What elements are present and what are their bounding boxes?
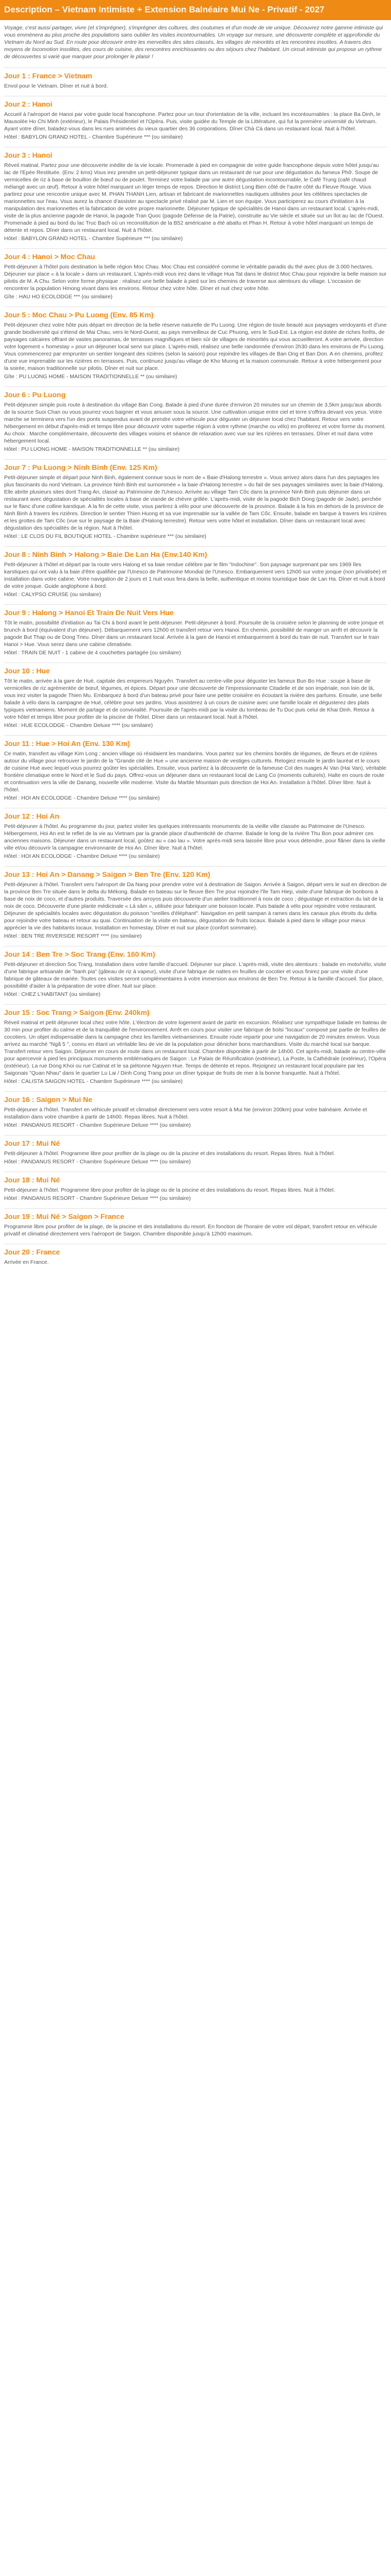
day-description: Tôt le matin, possibilité d'initiation au Tai Chi à bord avant le petit-déjeuner. Petit-déjeuner à bord. Poursuite de la croisière selon le planning de votre jonque et brunch à bord (équivalent d'un déjeuner). Débarquement vers 12h00 et transfert retour vers Hanoi. En chemin, possibilité de manger un arrêt et découvrir la pagode But Thap ou de Dong Trieu. Dîner dans un restaurant local. Arrivée à la gare de Hanoi et embarquement à bord du train de nuit. Transfert sur le train Hanoi > Hue. Vous serez dans une cabine climatisée.	[4, 620, 384, 648]
day-description: Petit-déjeuner à l'hôtel. Transfert en véhicule privatif et climatisé directement vers votre resort à Mui Ne (environ 200km) pour votre balnéaire. Arrivée et installation dans votre chambre à partir de 14h00. Repas libres. Nuit à l'hôtel.	[4, 1107, 367, 1120]
itinerary-day	[4, 1004, 387, 1085]
itinerary-day	[4, 1091, 387, 1129]
intro-paragraph: Voyage, c'est aussi partager, vivre (et s'imprégner), s'imprégner des cultures, des coutumes et d'un mode de vie unique. Découvrez notre gamme intimiste qui vous emmènera au plus proche des populations sans oublier les visites incontournables. Un voyage sur mesure, une découverte complète et approfondie du Vietnam du Nord au Sud. En route pour découvrir entre les merveilles des sites classés, les villages de minorités et les rencontres insolites. A travers des moyens de locomotion insolites, des cours de cuisine, des rencontres enrichissantes ou des séjours chez l'habitant. Un circuit intimiste qui propose un rythme de découvertes si varié que marquer pour prolonger le plaisir !	[4, 25, 383, 60]
day-title: Jour 5 : Moc Chau > Pu Luong (Env. 85 Km)	[4, 311, 154, 319]
day-accommodation: Hôtel : CALISTA SAIGON HOTEL - Chambre Supérieure **** (ou similaire)	[4, 1078, 183, 1084]
day-title: Jour 17 : Mui Né	[4, 1139, 60, 1147]
day-description: Petit-déjeuner à l'hôtel. Transfert vers l'aéroport de Da Nang pour prendre votre vol à destination de Saigon. Arrivée à Saigon, départ vers le sud en direction de la province Ben Tre située dans le delta du Mékong. Balade en bateau sur le fleuve Ben Tre pour rejoindre l'île Tam Hiep, visite d'une fabrique de bonbons à base de noix de coco, et d'autres produits. Traversée des arroyos puis découverte d'un atelier traditionnel à noix de coco ; dégustage et extraction du lait de la noix de coco. Découverte d'une plante médicinale « Lá sâm », utilisée pour fabriquer une boisson locale. Puis balade à vélo pour rejoindre votre restaurant. Déjeuner de spécialités locales avec dégustation du poisson "oreilles d'éléphant". Navigation en petit sampan à rames dans les canaux plus étroits du delta pour rejoindre votre bateau et retour au quai. Continuation de la visite en bateau, dégustation de fruits locaux. Balade à pied dans le village pour mieux apprécier la vie des habitants locaux. Installation en homestay. Dîner et nuit sur place (confort sommaire).	[4, 882, 387, 931]
day-title: Jour 13 : Hoi An > Danang > Saigon > Ben Tre (Env. 120 Km)	[4, 870, 210, 878]
itinerary-day	[4, 1135, 387, 1165]
itinerary-day	[4, 1208, 387, 1238]
day-description: Petit-déjeuner et direction Soc Trang. Installation dans votre famille d'accueil. Déjeuner sur place. L'après-midi, visite des alentours : balade en moto/vélo, visite d'une fabrique artisanale de "banh pia" (gâteau de riz à vapeur), visite d'une fabrique de nattes en feuilles de cocotier et vous finirez par une visite d'une fabrique de gâteaux de mariée. Toutes ces visites seront complémentaires à votre immersion aux environs de Ben Tre. Retour à la famille d'accueil. Sur place, possibilité d'aider à la préparation de votre dîner. Nuit sur place.	[4, 961, 386, 989]
day-description: Accueil à l'aéroport de Hanoi par votre guide local francophone. Partez pour un tour d'orientation de la ville, incluant les incontournables : la place Ba Dinh, le Mausolée Ho Chi Minh (extérieur), le Palais Présidentiel et l'Opéra. Puis, visite guidée du Temple de la Littérature, qui fut la première université du Vietnam. Ayant votre dîner, baladez-vous dans les rues animées du vieux quartier des 36 corporations. Dîner Chà Cá dans un restaurant local. Nuit à l'hôtel.	[4, 111, 381, 132]
day-description: Programme libre pour profiter de la plage, de la piscine et des installations du resort. En fonction de l'horaire de votre vol départ, transfert retour en véhicule privatif et climatisé directement vers l'aéroport de Saigon. Chambre disponible jusqu'à 12h00 maximum.	[4, 1224, 377, 1237]
day-description: Petit-déjeuner simple et départ pour Ninh Binh, également connue sous le nom de « Baie d'Halong terrestre ». Vous arrivez alors dans l'un des paysages les plus fascinants du nord Vietnam. La province Ninh Binh est surnommée « la baie d'Halong terrestre » du fait de ses paysages similaires avec la baie d'Halong. Elle abrite plusieurs sites dont Trang An, classé au Patrimoine de l'Unesco. Arrivée au village Tam Côc dans la province Ninh Binh puis déjeuner dans un restaurant avec dégustation de spécialités locales à base de viande de chèvre grillée. L'après-midi, visite de la pagode Bich Dong (pagode de Jade), perchée sur le flanc d'une colline karstique. A la fin de cette visite, vous partirez à vélo pour une découverte de la province. Balade à la fois en dehors de la province de Ninh Binh à travers les rizières. Direction le sentier Thien Huong et sa vue imprenable sur la vallée de Tam Cốc. Ensuite, balade en barque à travers les rizières et les grottes de Tam Côc (vue sur le paysage de la Baie d'Halong terrestre). Retour vers votre hôtel et installation. Dîner dans un restaurant local avec dégustation des spécialités de la région. Nuit à l'hôtel.	[4, 474, 387, 531]
day-title: Jour 12 : Hoi An	[4, 812, 59, 820]
day-accommodation: Hôtel : PANDANUS RESORT - Chambre Supérieure Deluxe **** (ou similaire)	[4, 1195, 191, 1201]
day-accommodation: Hôtel : HUE ECOLODGE - Chambre Deluxe **** (ou similaire)	[4, 722, 153, 728]
itinerary-day	[4, 1244, 387, 1266]
page-header	[0, 0, 391, 20]
itinerary-day	[4, 946, 387, 998]
day-accommodation: Hôtel : PANDANUS RESORT - Chambre Supérieure Deluxe **** (ou similaire)	[4, 1159, 191, 1165]
itinerary-day	[4, 459, 387, 540]
itinerary-day	[4, 808, 387, 860]
day-title: Jour 2 : Hanoi	[4, 100, 53, 108]
day-accommodation: Gîte : HAU HO ECOLODGE *** (ou similaire)	[4, 294, 113, 300]
day-description: Petit-déjeuner à l'hôtel. Programme libre pour profiter de la plage ou de la piscine et des installations du resort. Repas libres. Nuit à l'hôtel.	[4, 1150, 335, 1157]
day-accommodation: Hôtel : BABYLON GRAND HOTEL - Chambre Supérieure *** (ou similaire)	[4, 235, 183, 242]
day-accommodation: Hôtel : HOI AN ECOLODGE - Chambre Deluxe **** (ou similaire)	[4, 795, 160, 801]
itinerary-day	[4, 1172, 387, 1202]
day-accommodation: Hôtel : CALYPSO CRUISE (ou similaire)	[4, 591, 101, 598]
day-title: Jour 20 : France	[4, 1248, 60, 1256]
day-title: Jour 10 : Hue	[4, 667, 50, 675]
day-accommodation: Hôtel : BEN TRE RIVERSIDE RESORT **** (ou similaire)	[4, 933, 142, 939]
day-description: Petit-déjeuner à l'hôtel puis destination la belle région Moc Chau. Moc Chau est considéré comme le véritable paradis du thé avec plus de 3.000 hectares. Déjeuner sur place « à la locale » dans un restaurant. L'après-midi vous irez dans le village Hua Tat dans le district Moc Chau pour rejoindre la belle maison sur pilotis de M. A Chu. Selon votre forme physique : réalisez une belle balade à pied sur les chemins de traverse aux alentours du village. L'occasion de rencontrer la population Hmong vivant dans les environs. Retour chez votre hôte. Dîner et nuit chez votre hôte.	[4, 264, 387, 292]
day-title: Jour 11 : Hue > Hoi An (Env. 130 Km)	[4, 739, 130, 748]
itinerary-list	[0, 67, 391, 1266]
intro-section	[0, 20, 391, 65]
day-title: Jour 1 : France > Vietnam	[4, 72, 92, 80]
day-accommodation: Hôtel : LE CLOS DU FIL BOUTIQUE HOTEL - Chambre supérieure *** (ou similaire)	[4, 533, 206, 539]
day-description: Réveil matinal. Partez pour une découverte inédite de la vie locale. Promenade à pied en compagnie de votre guide francophone depuis votre hôtel jusqu'au lac de l'Epée Restituée. (Env. 2 kms) Vous irez prendre un petit-déjeuner typique dans un restaurant de rue pour une dégustation du fameux Phở. Soupe de vermicelles de riz à base de bouillon de bœuf ou de poulet. Terminez votre balade par une autre dégustation incontournable, le Café Trung (café chaud mélangé avec un œuf). Retour à votre hôtel marquant un léger temps de repos. Direction le district Long Bien côté de l'autre côté du Fleuve Rouge. Vous partirez pour une rencontre unique avec M. PHAN THANH Lien, artisan et fabricant de marionnettes nautiques utilisées pour les célèbres spectacles de marionnettes sur l'eau. Vous aurez la chance d'assister au spectacle privé réalisé par M. Lien et son équipe. Vous participerez au cours d'initiation à la manipulation des marionnettes et la fabrication de votre propre marionnette. Déjeuner typique de spécialités de Hanoi dans un restaurant local. L'après-midi, visite de la plus ancienne pagode de Hanoi, la pagode Tran Quoc (pagode Défense de la Patrie), construite au Vie siècle et située sur un îlot au lac de l'Ouest. Promenade à pied au bord du lac Truc Bach où un reconstitution de la B52 américaine a été abattu et Phan H. Retour à votre hôtel marquant un temps de détente et repos. Dîner dans un restaurant local. Nuit à l'hôtel.	[4, 162, 384, 233]
day-accommodation: Hôtel : HOI AN ECOLODGE - Chambre Deluxe **** (ou similaire)	[4, 853, 160, 859]
day-accommodation: Hôtel : CHEZ L'HABITANT (ou similaire)	[4, 991, 101, 997]
page	[0, 0, 391, 1266]
day-title: Jour 16 : Saigon > Mui Ne	[4, 1095, 92, 1104]
day-title: Jour 19 : Mui Né > Saigon > France	[4, 1212, 124, 1221]
itinerary-day	[4, 147, 387, 242]
day-title: Jour 9 : Halong > Hanoi Et Train De Nuit Vers Hue	[4, 608, 174, 617]
day-accommodation: Gîte : PU LUONG HOME - MAISON TRADITIONNELLE ** (ou similaire)	[4, 374, 177, 380]
day-description: Petit-déjeuner simple puis route à destination du village Ban Cong. Balade à pied d'une durée d'environ 20 minutes sur un chemin de 3,5km jusqu'aux abords de la source Suoi Chan ou vous pourrez vous baigner et vous amuser sous la source. Une cultivation unique entre ciel et terre s'offrira devant vos yeux. Votre marche se terminera vers l'un des ponts suspendus avant de prendre votre véhicule pour déguster un déjeuner local chez l'habitant. Retour vers votre hébergement en début d'après-midi et temps libre pour découvrir votre superbe région à votre rythme (marche ou vélo) en profiterez et votre forme du moment. Au choix : Marche complémentaire, découverte des villages voisins et séance de relaxation avec vue sur les rizières en terrasses. Dîner et nuit dans votre hébergement local.	[4, 402, 386, 444]
day-accommodation: Hôtel : PANDANUS RESORT - Chambre Supérieure Deluxe **** (ou similaire)	[4, 1122, 191, 1128]
page-title: Description – Vietnam Intimiste + Extension Balnéaire Mui Ne - Privatif - 2027	[4, 5, 324, 14]
day-description: Réveil matinal et petit déjeuner local chez votre hôte. L'électron de votre logement avant de partir en excursion. Réalisez une sympathique balade en bateau de 30 min pour profiter du calme et de la tranquillité de l'environnement. Arrêt en cours pour visiter une fabrique de bolsi "locaux" composé par partie de feuilles de cocotiers. Un objet indispensable dans la campagne chez les familles vietnamiennes. Ensuite route repartir pour une navigation de 20 minutes environ. Vous arrivez au marché "Ngã 5 ", connu en étant un véritable lieu de vie de la population pour dénicher bons marchandises. Visite du marché local sur barque. Transfert retour vers Saigon. Déjeuner en cours de route dans un restaurant local. Chambre disponible à partir de 14h00. Cet après-midi, balade au centre-ville pour apercevoir à pied les principaux monuments emblématiques de Saigon : Le Palais de Réunification (extérieur), La Poste, la Cathédrale (extérieur), l'Opéra (extérieur). La rue Dong Khoi ou rue Catinat et le sa piétonne Nguyen Hue. Temps de détente et repos. Rejoignez un restaurant local populaire par les Saigonais "Quan Nhau" dans le quartier Lu Lai / Dinh Cong Trang pour un dîner typique de fruits de mer à la bonne franquette. Nuit à l'hôtel.	[4, 1020, 387, 1076]
itinerary-day	[4, 67, 387, 90]
day-description: Petit-déjeuner à l'hôtel et départ par la route vers Halong et sa baie rendue célèbre par le film "Indochine". Son paysage surprenant par ses 1969 îles karstiques qui ont valu à la baie d'être qualifiée par l'Unesco de Patrimoine Mondial de l'Unesco. Embarquement vers 12h00 sur votre jonque (non privatisée) et installation dans votre cabine. Votre navigation de 2 jours et 1 nuit vous fera dans la belle, authentique et moins touristique baie de Lan Ha. Dîner et nuit à bord de votre jonque. Guide anglophone à bord.	[4, 562, 387, 589]
itinerary-day	[4, 248, 387, 300]
day-description: Petit-déjeuner à l'hôtel. Programme libre pour profiter de la plage ou de la piscine et des installations du resort. Repas libres. Nuit à l'hôtel.	[4, 1187, 335, 1193]
day-description: Arrivée en France.	[4, 1259, 49, 1265]
itinerary-day	[4, 96, 387, 141]
day-accommodation: Hôtel : BABYLON GRAND HOTEL - Chambre Supérieure *** (ou similaire)	[4, 134, 183, 140]
itinerary-day	[4, 735, 387, 802]
day-title: Jour 18 : Mui Né	[4, 1176, 60, 1184]
day-description: Tôt le matin, arrivée à la gare de Hué, capitale des empereurs Nguyên. Transfert au centre-ville pour déguster les fameux Bun Bo Hue : soupe à base de vermicelles de riz agrémentée de bœuf, légumes, et épices. Départ pour une découverte de l'impressionnante Citadelle et de son impériale, non loin de là, vous irez visiter la pagode Thien Mu. Embarquez à bord d'un bateau privé pour faire une petite croisière en écoutant la rivière des parfums. Ensuite, une belle balade à vélo dans la campagne de Hué, célèbre pour ses jardins. Vous assisterez à un cours de cuisine avec une famille locale et dégusterez des plats typiques vietnamiens. Moment de partage et de convivialité. Poursuite de l'après-midi par la visite du tombeau de Tu Duc puis celui de Khai Dinh. Retour à votre hôtel et temps libre pour profiter de la piscine de l'hôtel. Dîner dans un restaurant local. Nuit à l'hôtel.	[4, 678, 382, 720]
day-accommodation: Hôtel : PU LUONG HOME - MAISON TRADITIONNELLE ** (ou similaire)	[4, 446, 180, 452]
day-description: Ce matin, transfert au village Kim Long ; ancien village où résidaient les mandarins. Vous partez sur les chemins bordés de légumes, de fleurs et de rizières autour du village pour retrouver le jardin de la "Grande cité de Hue » une ancienne maison de vestiges culturels. Relogiez ensuite le jardin lauréat et le cours de cuisine Hué avec lequel vous pourrez goûter les spécialités. Ensuite, vous partirez à la découverte de la fameuse Col des nuages Ai Van (Hai Van), véritable frontière climatique entre le Nord et le Sud du pays. Offrez-vous un déjeuner dans un restaurant local de Lang Co (moments culturels). Halte en cours de route et continuation vers la ville de Danang, nouvelle ville moderne. Visite du Marble Mountain puis direction de Hoi An. Installation à l'hôtel. Dîner libre. Nuit à l'hôtel.	[4, 751, 386, 793]
day-description: Envol pour le Vietnam. Dîner et nuit à bord.	[4, 83, 108, 89]
itinerary-day	[4, 604, 387, 656]
day-accommodation: Hôtel : TRAIN DE NUIT - 1 cabine de 4 couchettes partagée (ou similaire)	[4, 650, 181, 656]
day-title: Jour 15 : Soc Trang > Saigon (Env. 240km)	[4, 1008, 150, 1016]
itinerary-day	[4, 663, 387, 729]
day-title: Jour 14 : Ben Tre > Soc Trang (Env. 160 Km)	[4, 950, 155, 958]
day-title: Jour 3 : Hanoi	[4, 151, 53, 159]
itinerary-day	[4, 386, 387, 453]
itinerary-day	[4, 546, 387, 598]
day-title: Jour 4 : Hanoi > Moc Chau	[4, 252, 95, 261]
day-title: Jour 6 : Pu Luong	[4, 391, 66, 399]
itinerary-day	[4, 866, 387, 940]
day-title: Jour 8 : Ninh Binh > Halong > Baie De Lan Ha (Env.140 Km)	[4, 550, 207, 558]
day-title: Jour 7 : Pu Luong > Ninh Binh (Env. 125 Km)	[4, 463, 157, 471]
itinerary-day	[4, 307, 387, 380]
day-description: Petit-déjeuner à l'hôtel. Au programme du jour, partez visiter les quelques intéressants monuments de la vieille ville classée au Patrimoine de l'Unesco. Hébergement, Hoi An est le reflet de la vie au Vietnam par la grande place d'authenticité de charme. Balade le long de la rivière Thu Bon pour admirer ces anciennes maisons. Déjeuner dans un restaurant local, goûtez au « cao lau ». Votre après-midi sera laissée libre pour vous détendre, pour flâner dans la vieille ville et/ou découvrir la campagne environnante de Hoi An. Dîner libre. Nuit à l'hôtel.	[4, 823, 385, 851]
day-description: Petit-déjeuner chez votre hôte puis départ en direction de la belle réserve naturelle de Pu Luong. Une région de toute beauté aux paysages verdoyants et d'une grande biodiversité qui s'étend de Mai Chau, vers le Nord-Ouest, au pays merveilleux de Cuc Phuong, vers le Sud-Est. La région est dotée de riches forêts, de paysages calcaires offrant de vastes panoramas, de terrasses magnifiques et bien sûr de villages de minorités qui vous accueilleront. A votre arrivée, direction votre logement « homestay » pour un déjeuner local servi sur place. L'après-midi, réalisez une belle randonnée d'environ 2h30 dans les environs de Pu Luong. Vous commencerez par emprunter un sentier longeant des rizières (selon la saison) pour rejoindre les villages de Ban Ong et Ban Don. A en chemins, profitez d'une vue imprenable sur les rizières en terrasses. Puis, continuez jusqu'au village de Kho Muong et la maison communale. Retour à votre hébergement pour la soirée, maison traditionnelle sur pilotis. Dîner et nuit sur place.	[4, 322, 387, 371]
